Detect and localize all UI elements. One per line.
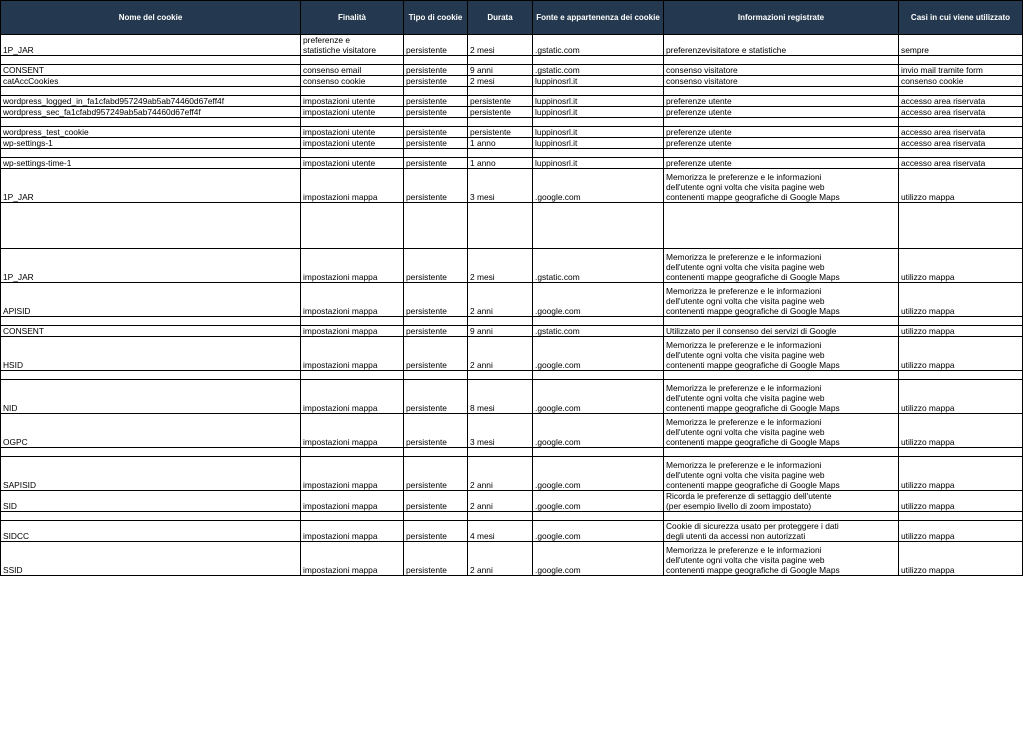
finalita-cell: impostazioni mappa: [301, 380, 404, 414]
cookie-name-cell: [1, 371, 301, 380]
header-informazioni: Informazioni registrate: [664, 1, 899, 35]
durata-cell: [468, 56, 533, 65]
cookie-name-cell: [1, 149, 301, 158]
table-row: [1, 380, 1023, 414]
finalita-cell: impostazioni mappa: [301, 249, 404, 283]
durata-cell: [468, 317, 533, 326]
informazioni-cell: [664, 512, 899, 521]
casi-utilizzo-cell: utilizzo mappa: [899, 521, 1023, 542]
informazioni-cell: Memorizza le preferenze e le informazioni dell'utente ogni volta che visita pagine web contenenti mappe geografiche di Google Maps: [664, 337, 899, 371]
fonte-cell: [533, 87, 664, 96]
informazioni-cell: Memorizza le preferenze e le informazioni dell'utente ogni volta che visita pagine web contenenti mappe geografiche di Google Maps: [664, 283, 899, 317]
durata-cell: 2 anni: [468, 283, 533, 317]
table-row: [1, 491, 1023, 512]
durata-cell: 3 mesi: [468, 169, 533, 203]
cookie-name-cell: CONSENT: [1, 65, 301, 76]
tipo-cell: persistente: [404, 107, 468, 118]
fonte-cell: .google.com: [533, 457, 664, 491]
tipo-cell: [404, 149, 468, 158]
informazioni-cell: Utilizzato per il consenso dei servizi di Google: [664, 326, 899, 337]
tipo-cell: persistente: [404, 127, 468, 138]
finalita-cell: impostazioni mappa: [301, 283, 404, 317]
tipo-cell: persistente: [404, 283, 468, 317]
durata-cell: [468, 448, 533, 457]
fonte-cell: [533, 118, 664, 127]
informazioni-cell: preferenze utente: [664, 107, 899, 118]
durata-cell: 2 anni: [468, 542, 533, 576]
informazioni-cell: Memorizza le preferenze e le informazioni dell'utente ogni volta che visita pagine web contenenti mappe geografiche di Google Maps: [664, 249, 899, 283]
informazioni-cell: Memorizza le preferenze e le informazioni dell'utente ogni volta che visita pagine web contenenti mappe geografiche di Google Maps: [664, 169, 899, 203]
table-row: [1, 283, 1023, 317]
finalita-cell: impostazioni utente: [301, 96, 404, 107]
casi-utilizzo-cell: invio mail tramite form: [899, 65, 1023, 76]
cookie-name-cell: NID: [1, 380, 301, 414]
tipo-cell: persistente: [404, 542, 468, 576]
header-fonte: Fonte e appartenenza dei cookie: [533, 1, 664, 35]
finalita-cell: [301, 203, 404, 249]
cookie-name-cell: [1, 203, 301, 249]
casi-utilizzo-cell: [899, 56, 1023, 65]
spacer-row: [1, 56, 1023, 65]
casi-utilizzo-cell: sempre: [899, 35, 1023, 56]
casi-utilizzo-cell: [899, 371, 1023, 380]
finalita-cell: impostazioni mappa: [301, 326, 404, 337]
tipo-cell: persistente: [404, 169, 468, 203]
finalita-cell: impostazioni utente: [301, 127, 404, 138]
cookie-name-cell: wp-settings-time-1: [1, 158, 301, 169]
finalita-cell: impostazioni mappa: [301, 414, 404, 448]
cookie-name-cell: SSID: [1, 542, 301, 576]
fonte-cell: .google.com: [533, 169, 664, 203]
tipo-cell: persistente: [404, 76, 468, 87]
casi-utilizzo-cell: utilizzo mappa: [899, 414, 1023, 448]
cookie-name-cell: catAccCookies: [1, 76, 301, 87]
header-casi-utilizzo: Casi in cui viene utilizzato: [899, 1, 1023, 35]
tipo-cell: persistente: [404, 138, 468, 149]
tipo-cell: persistente: [404, 96, 468, 107]
table-row: [1, 542, 1023, 576]
durata-cell: 9 anni: [468, 65, 533, 76]
durata-cell: 2 anni: [468, 491, 533, 512]
spacer-row: [1, 118, 1023, 127]
informazioni-cell: [664, 118, 899, 127]
durata-cell: 3 mesi: [468, 414, 533, 448]
cookie-name-cell: [1, 118, 301, 127]
casi-utilizzo-cell: [899, 149, 1023, 158]
casi-utilizzo-cell: utilizzo mappa: [899, 337, 1023, 371]
spacer-row: [1, 317, 1023, 326]
tipo-cell: [404, 512, 468, 521]
spacer-row: [1, 203, 1023, 249]
table-row: [1, 457, 1023, 491]
casi-utilizzo-cell: utilizzo mappa: [899, 169, 1023, 203]
tipo-cell: [404, 317, 468, 326]
informazioni-cell: preferenze utente: [664, 158, 899, 169]
tipo-cell: persistente: [404, 414, 468, 448]
table-row: [1, 107, 1023, 118]
fonte-cell: .gstatic.com: [533, 249, 664, 283]
casi-utilizzo-cell: utilizzo mappa: [899, 283, 1023, 317]
casi-utilizzo-cell: utilizzo mappa: [899, 457, 1023, 491]
finalita-cell: impostazioni mappa: [301, 337, 404, 371]
finalita-cell: impostazioni utente: [301, 107, 404, 118]
header-durata: Durata: [468, 1, 533, 35]
fonte-cell: .gstatic.com: [533, 326, 664, 337]
table-row: [1, 65, 1023, 76]
informazioni-cell: consenso visitatore: [664, 76, 899, 87]
table-row: [1, 76, 1023, 87]
table-row: [1, 138, 1023, 149]
tipo-cell: persistente: [404, 65, 468, 76]
cookie-name-cell: APISID: [1, 283, 301, 317]
finalita-cell: impostazioni mappa: [301, 169, 404, 203]
spacer-row: [1, 512, 1023, 521]
header-nome-cookie: Nome del cookie: [1, 1, 301, 35]
informazioni-cell: Memorizza le preferenze e le informazioni dell'utente ogni volta che visita pagine web contenenti mappe geografiche di Google Maps: [664, 414, 899, 448]
tipo-cell: [404, 118, 468, 127]
fonte-cell: [533, 149, 664, 158]
casi-utilizzo-cell: accesso area riservata: [899, 96, 1023, 107]
table-row: [1, 414, 1023, 448]
informazioni-cell: [664, 371, 899, 380]
finalita-cell: consenso email: [301, 65, 404, 76]
cookie-name-cell: SIDCC: [1, 521, 301, 542]
cookie-name-cell: SID: [1, 491, 301, 512]
tipo-cell: [404, 87, 468, 96]
durata-cell: persistente: [468, 96, 533, 107]
finalita-cell: [301, 371, 404, 380]
durata-cell: [468, 512, 533, 521]
tipo-cell: [404, 448, 468, 457]
spacer-row: [1, 87, 1023, 96]
cookie-name-cell: CONSENT: [1, 326, 301, 337]
fonte-cell: luppinosrl.it: [533, 107, 664, 118]
fonte-cell: [533, 203, 664, 249]
tipo-cell: persistente: [404, 158, 468, 169]
fonte-cell: [533, 317, 664, 326]
fonte-cell: luppinosrl.it: [533, 158, 664, 169]
finalita-cell: [301, 149, 404, 158]
casi-utilizzo-cell: consenso cookie: [899, 76, 1023, 87]
table-row: [1, 521, 1023, 542]
tipo-cell: persistente: [404, 326, 468, 337]
table-row: [1, 169, 1023, 203]
informazioni-cell: preferenze utente: [664, 96, 899, 107]
informazioni-cell: Cookie di sicurezza usato per proteggere i dati degli utenti da accessi non autorizzati: [664, 521, 899, 542]
durata-cell: 1 anno: [468, 158, 533, 169]
fonte-cell: luppinosrl.it: [533, 138, 664, 149]
table-row: [1, 337, 1023, 371]
durata-cell: [468, 149, 533, 158]
header-finalita: Finalità: [301, 1, 404, 35]
fonte-cell: [533, 512, 664, 521]
durata-cell: 2 anni: [468, 337, 533, 371]
tipo-cell: persistente: [404, 337, 468, 371]
informazioni-cell: preferenze utente: [664, 138, 899, 149]
tipo-cell: persistente: [404, 457, 468, 491]
cookie-name-cell: wordpress_test_cookie: [1, 127, 301, 138]
finalita-cell: [301, 87, 404, 96]
table-row: [1, 249, 1023, 283]
finalita-cell: preferenze e statistiche visitatore: [301, 35, 404, 56]
finalita-cell: impostazioni mappa: [301, 457, 404, 491]
tipo-cell: persistente: [404, 521, 468, 542]
fonte-cell: .gstatic.com: [533, 35, 664, 56]
cookie-name-cell: [1, 448, 301, 457]
casi-utilizzo-cell: [899, 203, 1023, 249]
finalita-cell: impostazioni mappa: [301, 491, 404, 512]
cookie-name-cell: OGPC: [1, 414, 301, 448]
tipo-cell: persistente: [404, 491, 468, 512]
casi-utilizzo-cell: accesso area riservata: [899, 107, 1023, 118]
durata-cell: 2 mesi: [468, 249, 533, 283]
durata-cell: 9 anni: [468, 326, 533, 337]
informazioni-cell: Memorizza le preferenze e le informazioni dell'utente ogni volta che visita pagine web contenenti mappe geografiche di Google Maps: [664, 380, 899, 414]
tipo-cell: persistente: [404, 380, 468, 414]
casi-utilizzo-cell: utilizzo mappa: [899, 249, 1023, 283]
tipo-cell: persistente: [404, 249, 468, 283]
casi-utilizzo-cell: accesso area riservata: [899, 138, 1023, 149]
informazioni-cell: consenso visitatore: [664, 65, 899, 76]
fonte-cell: .google.com: [533, 414, 664, 448]
durata-cell: 8 mesi: [468, 380, 533, 414]
cookie-name-cell: 1P_JAR: [1, 35, 301, 56]
durata-cell: 2 mesi: [468, 35, 533, 56]
cookie-name-cell: 1P_JAR: [1, 249, 301, 283]
durata-cell: [468, 118, 533, 127]
table-row: [1, 158, 1023, 169]
casi-utilizzo-cell: [899, 317, 1023, 326]
cookie-name-cell: wp-settings-1: [1, 138, 301, 149]
durata-cell: [468, 203, 533, 249]
spacer-row: [1, 371, 1023, 380]
spacer-row: [1, 448, 1023, 457]
fonte-cell: [533, 371, 664, 380]
cookie-name-cell: [1, 87, 301, 96]
table-header-row: [1, 1, 1023, 35]
durata-cell: 2 anni: [468, 457, 533, 491]
fonte-cell: .google.com: [533, 380, 664, 414]
informazioni-cell: [664, 149, 899, 158]
durata-cell: 2 mesi: [468, 76, 533, 87]
informazioni-cell: preferenzevisitatore e statistiche: [664, 35, 899, 56]
informazioni-cell: [664, 203, 899, 249]
informazioni-cell: Memorizza le preferenze e le informazioni dell'utente ogni volta che visita pagine web contenenti mappe geografiche di Google Maps: [664, 457, 899, 491]
fonte-cell: [533, 56, 664, 65]
durata-cell: persistente: [468, 107, 533, 118]
fonte-cell: .google.com: [533, 521, 664, 542]
informazioni-cell: Memorizza le preferenze e le informazioni dell'utente ogni volta che visita pagine web contenenti mappe geografiche di Google Maps: [664, 542, 899, 576]
table-row: [1, 326, 1023, 337]
fonte-cell: .gstatic.com: [533, 65, 664, 76]
finalita-cell: impostazioni mappa: [301, 521, 404, 542]
finalita-cell: impostazioni utente: [301, 158, 404, 169]
casi-utilizzo-cell: [899, 118, 1023, 127]
finalita-cell: [301, 56, 404, 65]
fonte-cell: .google.com: [533, 542, 664, 576]
informazioni-cell: [664, 56, 899, 65]
finalita-cell: [301, 118, 404, 127]
casi-utilizzo-cell: utilizzo mappa: [899, 380, 1023, 414]
fonte-cell: .google.com: [533, 491, 664, 512]
finalita-cell: [301, 512, 404, 521]
finalita-cell: impostazioni mappa: [301, 542, 404, 576]
tipo-cell: [404, 56, 468, 65]
fonte-cell: .google.com: [533, 337, 664, 371]
finalita-cell: consenso cookie: [301, 76, 404, 87]
durata-cell: [468, 371, 533, 380]
casi-utilizzo-cell: [899, 87, 1023, 96]
cookie-name-cell: wordpress_logged_in_fa1cfabd957249ab5ab74460d67eff4f: [1, 96, 301, 107]
casi-utilizzo-cell: utilizzo mappa: [899, 491, 1023, 512]
cookie-name-cell: [1, 317, 301, 326]
header-tipo-cookie: Tipo di cookie: [404, 1, 468, 35]
durata-cell: persistente: [468, 127, 533, 138]
cookie-name-cell: SAPISID: [1, 457, 301, 491]
tipo-cell: [404, 203, 468, 249]
casi-utilizzo-cell: accesso area riservata: [899, 127, 1023, 138]
tipo-cell: persistente: [404, 35, 468, 56]
finalita-cell: impostazioni utente: [301, 138, 404, 149]
cookie-name-cell: 1P_JAR: [1, 169, 301, 203]
spacer-row: [1, 149, 1023, 158]
table-row: [1, 35, 1023, 56]
tipo-cell: [404, 371, 468, 380]
casi-utilizzo-cell: utilizzo mappa: [899, 542, 1023, 576]
informazioni-cell: preferenze utente: [664, 127, 899, 138]
fonte-cell: luppinosrl.it: [533, 96, 664, 107]
informazioni-cell: [664, 87, 899, 96]
fonte-cell: .google.com: [533, 283, 664, 317]
table-body: [1, 35, 1023, 576]
casi-utilizzo-cell: utilizzo mappa: [899, 326, 1023, 337]
casi-utilizzo-cell: accesso area riservata: [899, 158, 1023, 169]
cookie-name-cell: [1, 512, 301, 521]
durata-cell: 1 anno: [468, 138, 533, 149]
cookie-name-cell: [1, 56, 301, 65]
informazioni-cell: [664, 317, 899, 326]
durata-cell: 4 mesi: [468, 521, 533, 542]
casi-utilizzo-cell: [899, 448, 1023, 457]
cookie-name-cell: HSID: [1, 337, 301, 371]
finalita-cell: [301, 317, 404, 326]
table-row: [1, 127, 1023, 138]
finalita-cell: [301, 448, 404, 457]
informazioni-cell: [664, 448, 899, 457]
cookie-name-cell: wordpress_sec_fa1cfabd957249ab5ab74460d67eff4f: [1, 107, 301, 118]
informazioni-cell: Ricorda le preferenze di settaggio dell'utente (per esempio livello di zoom impostato): [664, 491, 899, 512]
fonte-cell: luppinosrl.it: [533, 127, 664, 138]
casi-utilizzo-cell: [899, 512, 1023, 521]
fonte-cell: [533, 448, 664, 457]
durata-cell: [468, 87, 533, 96]
table-row: [1, 96, 1023, 107]
fonte-cell: luppinosrl.it: [533, 76, 664, 87]
